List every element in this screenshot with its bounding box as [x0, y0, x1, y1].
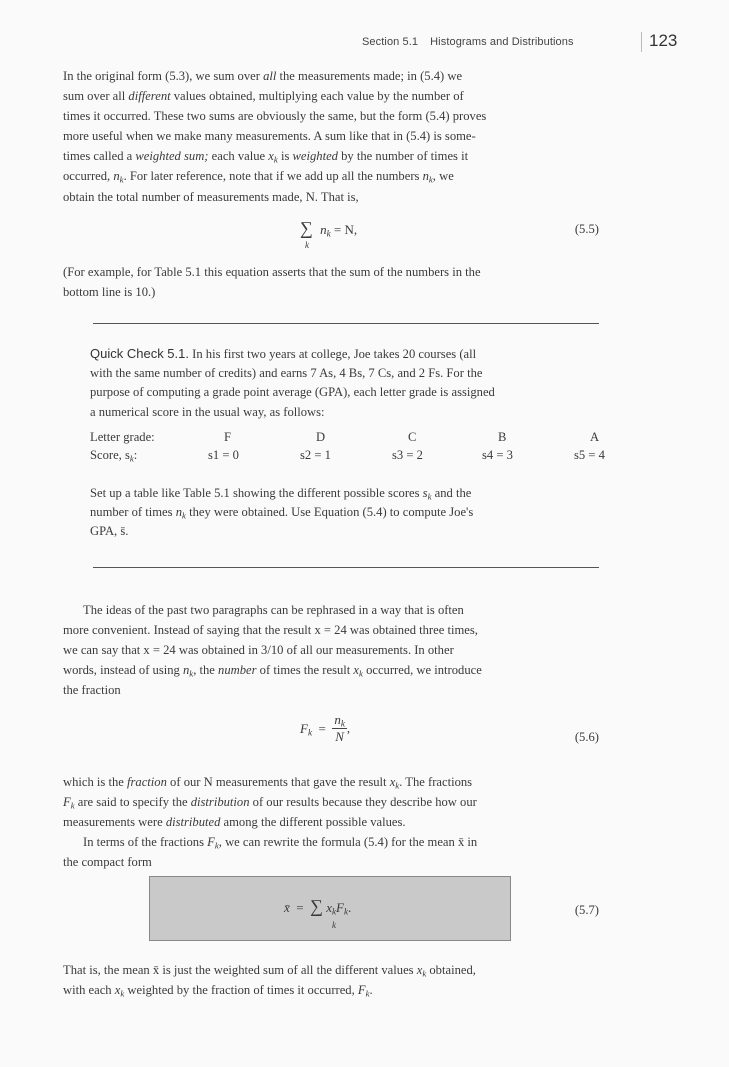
text-line: In the original form (5.3), we sum over all the measurements made; in (5.4) we — [63, 69, 463, 83]
text-line: number of times $n_k$ they were obtained. Use Equation (5.4) to compute Joe's — [90, 505, 474, 521]
grade-cell: C — [408, 430, 417, 444]
paragraph-3 — [63, 600, 599, 700]
section-label: Section 5.1 — [362, 36, 419, 48]
quick-check-box — [90, 344, 600, 422]
text-line: we can say that x = 24 was obtained in 3/10 of all our measurements. In other — [63, 643, 454, 658]
score-label: Score, $s_k$: — [90, 448, 138, 464]
grade-cell: A — [590, 430, 600, 444]
text-line: GPA, s̄. — [90, 524, 129, 539]
paragraph-5 — [63, 960, 599, 1000]
running-header — [362, 36, 574, 48]
score-cell: s3 = 2 — [392, 448, 423, 462]
paragraph-4 — [63, 772, 599, 872]
equation-number: (5.5) — [574, 222, 599, 236]
text-line: Set up a table like Table 5.1 showing the different possible scores $s_k$ and the — [90, 486, 472, 502]
text-line: times it occurred. These two sums are obviously the same, but the form (5.4) proves — [63, 109, 487, 124]
equation-5-6: $F_k$ = $\frac{n_k}{N}$ , — [300, 712, 351, 744]
text-line: purpose of computing a grade point average (GPA), each letter grade is assigned — [90, 385, 495, 400]
text-line: obtain the total number of measurements made, N. That is, — [63, 189, 359, 204]
score-cell: s1 = 0 — [208, 448, 239, 462]
text-line: That is, the mean x̄ is just the weighted sum of all the different values $x_k$ obtained, — [63, 963, 476, 979]
paragraph-1 — [63, 66, 599, 207]
text-line: bottom line is 10.) — [63, 285, 156, 300]
quick-check-instructions — [90, 484, 600, 542]
quick-check-bottom-rule — [93, 567, 599, 568]
text-line: occurred, $n_k$. For later reference, note that if we add up all the numbers $n_k$, we — [63, 169, 454, 186]
text-line: the compact form — [63, 855, 152, 870]
header-divider — [641, 32, 642, 52]
text-line: sum over all different values obtained, multiplying each value by the number of — [63, 89, 464, 104]
text-line: a numerical score in the usual way, as follows: — [90, 404, 325, 419]
text-line: with each $x_k$ weighted by the fraction of times it occurred, $F_k$. — [63, 983, 373, 999]
grade-label: Letter grade: — [90, 430, 155, 444]
text-line: with the same number of credits) and earns 7 As, 4 Bs, 7 Cs, and 2 Fs. For the — [90, 366, 483, 381]
text-line: words, instead of using $n_k$, the number of times the result $x_k$ occurred, we introduce — [63, 663, 482, 679]
score-cell: s5 = 4 — [574, 448, 605, 462]
text-line: Quick Check 5.1. In his first two years at college, Joe takes 20 courses (all — [90, 346, 477, 361]
equation-5-7: x̄ = ∑ k $x_kF_k$. — [284, 896, 352, 930]
equation-5-5: ∑ k $n_k = N$, — [300, 218, 358, 250]
page-number: 123 — [649, 31, 678, 50]
section-title: Histograms and Distributions — [430, 36, 574, 48]
paragraph-2 — [63, 262, 599, 302]
score-cell: s2 = 1 — [300, 448, 331, 462]
grade-cell: F — [224, 430, 232, 444]
text-line: measurements were distributed among the different possible values. — [63, 815, 406, 830]
text-line: times called a weighted sum; each value $x_k$ is weighted by the number of times it — [63, 149, 469, 166]
text-line: $F_k$ are said to specify the distribution of our results because they describe how our — [63, 795, 477, 811]
equation-number: (5.7) — [574, 903, 599, 917]
text-line: more convenient. Instead of saying that the result x = 24 was obtained three times, — [63, 623, 478, 638]
grade-cell: D — [316, 430, 326, 444]
text-line: the fraction — [63, 683, 121, 698]
equation-number: (5.6) — [574, 730, 599, 744]
score-cell: s4 = 3 — [482, 448, 513, 462]
text-line: which is the fraction of our N measurements that gave the result $x_k$. The fractions — [63, 775, 473, 791]
text-line: In terms of the fractions $F_k$, we can rewrite the formula (5.4) for the mean x̄ in — [83, 835, 478, 851]
text-line: The ideas of the past two paragraphs can be rephrased in a way that is often — [83, 603, 464, 617]
text-line: (For example, for Table 5.1 this equation asserts that the sum of the numbers in the — [63, 265, 481, 279]
quick-check-title: Quick Check 5.1. — [90, 346, 189, 361]
quick-check-top-rule — [93, 323, 599, 324]
grade-cell: B — [498, 430, 507, 444]
text-line: more useful when we make many measurements. A sum like that in (5.4) is some- — [63, 129, 476, 144]
